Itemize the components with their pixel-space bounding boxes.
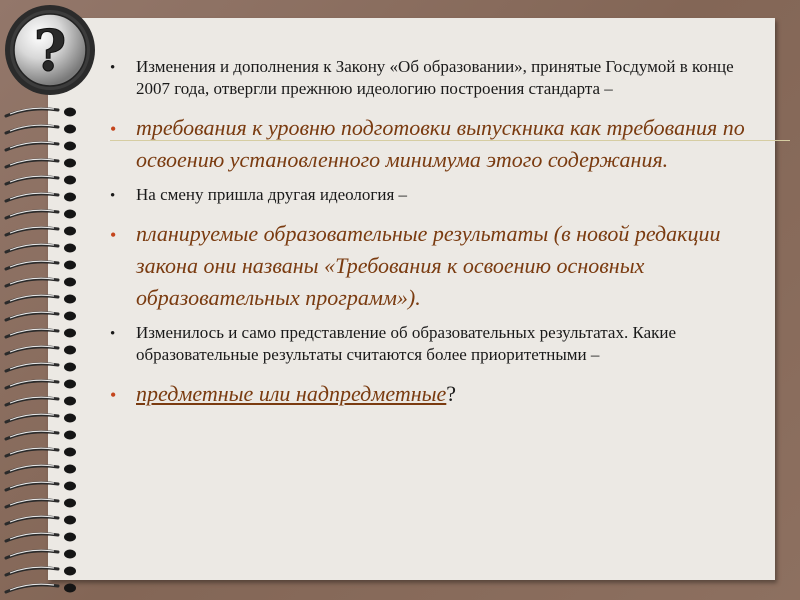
spiral-ring [6, 329, 76, 338]
bullet-dot: • [110, 326, 116, 342]
spiral-ring [6, 363, 76, 372]
list-item-text: На смену пришла другая идеология – [136, 185, 408, 204]
spiral-ring [6, 516, 76, 525]
list-item-suffix: ? [446, 381, 457, 406]
spiral-ring [6, 465, 76, 474]
spiral-ring [6, 193, 76, 202]
bullet-dot: • [110, 188, 116, 204]
list-item [110, 112, 750, 176]
list-item-text: планируемые образовательные результаты (в новой редакции закона они названы «Требования к освоению основных образовательных программ»). [136, 221, 721, 310]
list-item [110, 56, 750, 100]
spiral-ring [6, 125, 76, 134]
spiral-ring [6, 567, 76, 576]
bullet-dot: • [110, 119, 117, 139]
spiral-ring [6, 431, 76, 440]
bullet-dot: • [110, 225, 117, 245]
spiral-ring [6, 448, 76, 457]
list-item-text: требования к уровню подготовки выпускника как требования по освоению установленного минимума этого содержания. [136, 115, 745, 172]
spiral-ring [6, 584, 76, 593]
spiral-ring [6, 397, 76, 406]
list-item [110, 218, 750, 314]
spiral-ring [6, 142, 76, 151]
question-mark-glyph: ? [33, 18, 67, 84]
list-item-text: Изменения и дополнения к Закону «Об образовании», принятые Госдумой в конце 2007 года, отвергли прежнюю идеологию построения стандарта – [136, 57, 734, 98]
spiral-ring [6, 499, 76, 508]
spiral-ring [6, 482, 76, 491]
spiral-ring [6, 108, 76, 117]
spiral-ring [6, 550, 76, 559]
spiral-ring [6, 176, 76, 185]
spiral-ring [6, 244, 76, 253]
spiral-ring [6, 278, 76, 287]
list-item-text: предметные или надпредметные [136, 381, 447, 406]
bullet-list [110, 56, 750, 418]
spiral-ring [6, 414, 76, 423]
list-item [110, 184, 750, 206]
spiral-ring [6, 210, 76, 219]
bullet-dot: • [110, 385, 117, 405]
spiral-ring [6, 159, 76, 168]
bullet-dot: • [110, 60, 116, 76]
question-mark-icon [2, 2, 98, 98]
spiral-ring [6, 533, 76, 542]
spiral-ring [6, 346, 76, 355]
spiral-ring [6, 380, 76, 389]
spiral-ring [6, 312, 76, 321]
list-item [110, 378, 750, 410]
spiral-ring [6, 227, 76, 236]
list-item-text: Изменилось и само представление об образовательных результатах. Какие образовательные результаты считаются более приоритетными – [136, 323, 677, 364]
spiral-ring [6, 295, 76, 304]
list-item [110, 322, 750, 366]
spiral-ring [6, 261, 76, 270]
